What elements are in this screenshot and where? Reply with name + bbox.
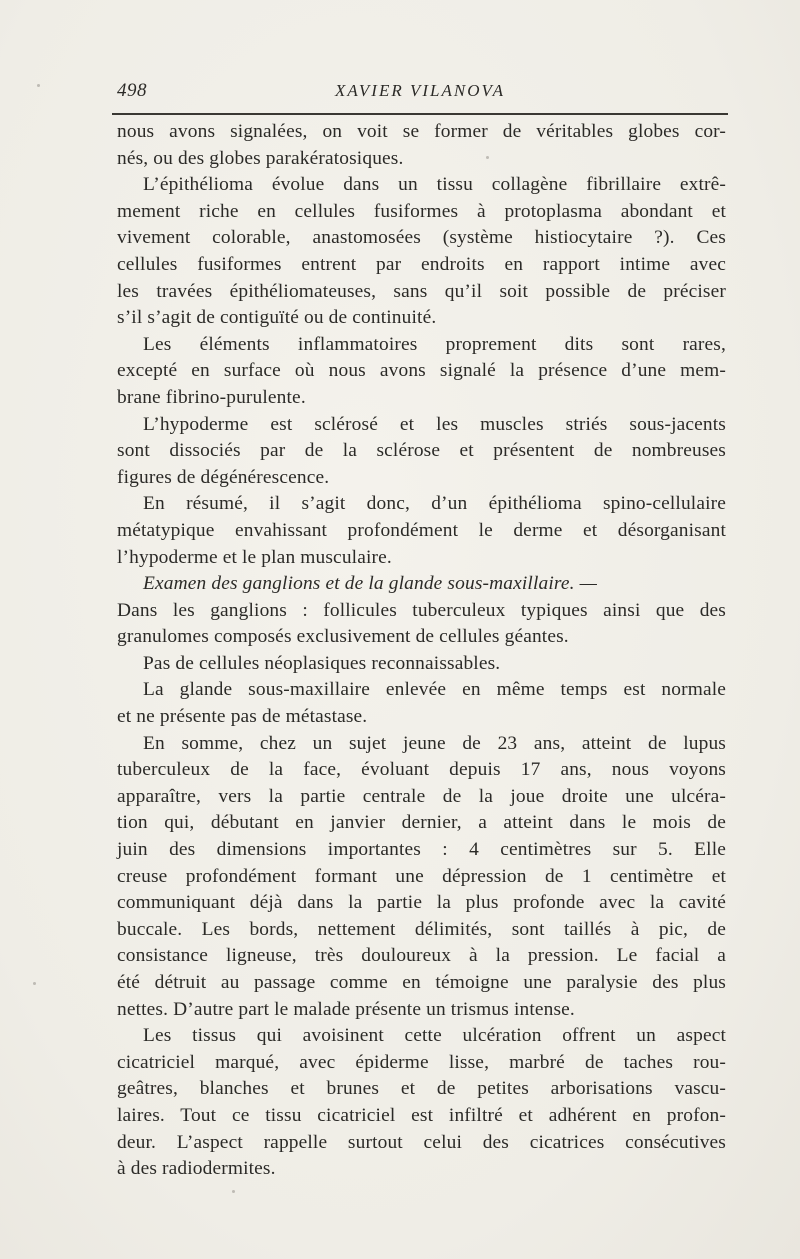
paragraph [117, 172, 726, 332]
text-line: granulomes composés exclusivement de cellules géantes. [117, 626, 569, 648]
paragraph [117, 332, 726, 412]
text-line: buccale. Les bords, nettement délimités, sont taillés à pic, de [117, 918, 726, 940]
text-line: tion qui, débutant en janvier dernier, a atteint dans le mois de [117, 812, 726, 834]
text-line: nettes. D’autre part le malade présente un trismus intense. [117, 998, 575, 1020]
text-line: été détruit au passage comme en témoigne une paralysie des plus [117, 972, 726, 993]
text-line: à des radiodermites. [117, 1158, 276, 1180]
paper-speck [33, 982, 36, 985]
text-line: brane fibrino-purulente. [117, 386, 306, 408]
paragraph [117, 677, 726, 730]
text-line: l’hypoderme et le plan musculaire. [117, 546, 392, 568]
text-line: communiquant déjà dans la partie la plus profonde avec la cavité [117, 892, 726, 914]
text-line: nés, ou des globes parakératosiques. [117, 147, 404, 169]
text-line: excepté en surface où nous avons signalé la présence d’une mem- [117, 360, 726, 382]
text-line: L’hypoderme est sclérosé et les muscles striés sous-jacents [143, 413, 726, 435]
paragraph [117, 1023, 726, 1183]
text-line: cicatriciel marqué, avec épiderme lisse, marbré de taches rou- [117, 1051, 726, 1073]
text-line: En somme, chez un sujet jeune de 23 ans, atteint de lupus [143, 732, 726, 754]
text-line: Les éléments inflammatoires proprement dits sont rares, [143, 333, 726, 355]
text-line: nous avons signalées, on voit se former de véritables globes cor- [117, 121, 726, 142]
text-line: laires. Tout ce tissu cicatriciel est infiltré et adhérent en profon- [117, 1104, 726, 1126]
paragraph [117, 119, 726, 172]
text-line: consistance ligneuse, très douloureux à la pression. Le facial a [117, 945, 726, 967]
paper-speck [486, 156, 489, 159]
section-heading: Examen des ganglions et de la glande sous-maxillaire. — [143, 573, 597, 595]
text-line: En résumé, il s’agit donc, d’un épithélioma spino-cellulaire [143, 493, 726, 515]
text-line: les travées épithéliomateuses, sans qu’il soit possible de préciser [117, 280, 726, 302]
text-line: et ne présente pas de métastase. [117, 706, 368, 728]
paragraph [117, 651, 726, 678]
text-line: tuberculeux de la face, évoluant depuis 17 ans, nous voyons [117, 759, 726, 781]
text-line: creuse profondément formant une dépression de 1 centimètre et [117, 865, 726, 887]
page-number: 498 [117, 80, 147, 101]
text-line: s’il s’agit de contiguïté ou de continuité. [117, 307, 437, 329]
text-line: Pas de cellules néoplasiques reconnaissables. [143, 652, 501, 674]
paper-speck [37, 84, 40, 87]
text-line: Dans les ganglions : follicules tuberculeux typiques ainsi que des [117, 599, 726, 621]
text-line: geâtres, blanches et brunes et de petites arborisations vascu- [117, 1078, 726, 1100]
text-line: mement riche en cellules fusiformes à protoplasma abondant et [117, 200, 726, 222]
text-line: L’épithélioma évolue dans un tissu collagène fibrillaire extrê- [143, 174, 726, 196]
text-line: cellules fusiformes entrent par endroits en rapport intime avec [117, 253, 726, 275]
paragraph [117, 412, 726, 492]
text-line: métatypique envahissant profondément le derme et désorganisant [117, 519, 726, 541]
text-line: vivement colorable, anastomosées (système histiocytaire ?). Ces [117, 227, 726, 249]
text-line: apparaître, vers la partie centrale de la joue droite une ulcéra- [117, 785, 726, 807]
text-line: figures de dégénérescence. [117, 466, 330, 488]
text-line: juin des dimensions importantes : 4 centimètres sur 5. Elle [117, 839, 726, 861]
text-line: sont dissociés par de la sclérose et présentent de nombreuses [117, 440, 726, 462]
paper-speck [232, 1190, 235, 1193]
body-text [117, 119, 726, 1183]
paragraph [117, 731, 726, 1024]
paragraph [117, 571, 726, 651]
text-line: La glande sous-maxillaire enlevée en même temps est normale [143, 679, 726, 701]
paragraph [117, 491, 726, 571]
text-line: deur. L’aspect rappelle surtout celui des cicatrices consécutives [117, 1131, 726, 1153]
running-head: XAVIER VILANOVA [335, 81, 505, 100]
text-line: Les tissus qui avoisinent cette ulcération offrent un aspect [143, 1025, 726, 1047]
page-header [112, 76, 728, 102]
header-rule [112, 113, 728, 115]
